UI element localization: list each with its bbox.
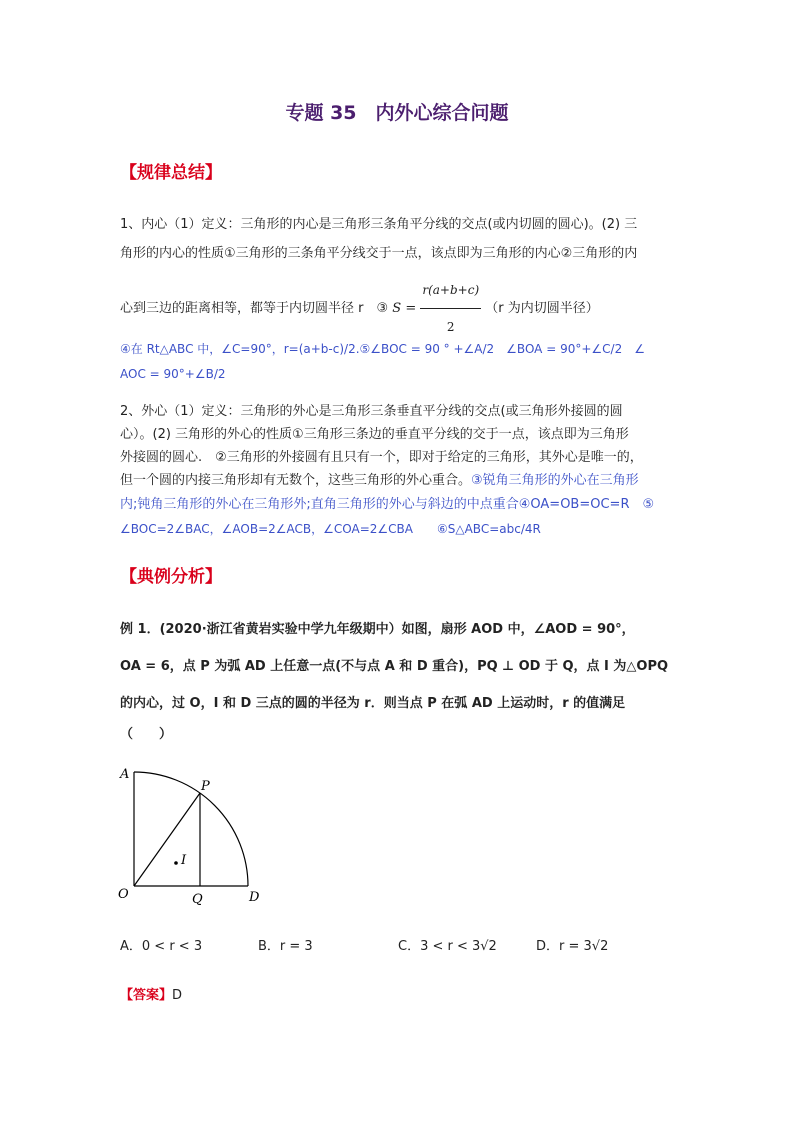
area-fraction <box>420 272 481 345</box>
circumcenter-line-5: 内;钝角三角形的外心在三角形外;直角三角形的外心与斜边的中点重合④OA=OB=OC=R ⑤ <box>120 497 655 512</box>
fraction-numerator: r(a+b+c) <box>420 272 481 309</box>
label-p: P <box>201 779 210 794</box>
label-i: I <box>181 853 187 868</box>
circumcenter-line-4 <box>120 473 639 489</box>
circumcenter-line-2: 心）。(2) 三角形的外心的性质①三角形三条边的垂直平分线的交于一点，该点即为三角形 <box>120 427 629 442</box>
label-o: O <box>118 887 129 902</box>
circumcenter-line-1: 2、外心（1）定义：三角形的外心是三角形三条垂直平分线的交点(或三角形外接圆的圆 <box>120 404 623 419</box>
incenter-line-3 <box>120 272 599 345</box>
example-1-line-2: OA = 6，点 P 为弧 AD 上任意一点(不与点 A 和 D 重合)，PQ ⊥ OD 于 Q，点 I 为△OPQ <box>120 659 669 674</box>
area-symbol: S = <box>392 301 417 316</box>
example-1-line-3: 的内心，过 O，I 和 D 三点的圆的半径为 r．则当点 P 在弧 AD 上运动时，r 的值满足 <box>120 696 626 711</box>
label-a: A <box>120 767 130 782</box>
incenter-line-3a: 心到三边的距离相等，都等于内切圆半径 r ③ <box>120 301 389 316</box>
incenter-point <box>174 861 178 865</box>
circumcenter-line-6: ∠BOC=2∠BAC，∠AOB=2∠ACB，∠COA=2∠CBA ⑥S△ABC=abc/4R <box>120 522 541 536</box>
option-d: D．r = 3√2 <box>536 939 609 954</box>
option-a: A．0 < r < 3 <box>120 939 203 954</box>
option-b: B．r = 3 <box>258 939 313 954</box>
section-examples-heading: 【典例分析】 <box>120 567 222 587</box>
answer-value: D <box>172 988 183 1003</box>
incenter-line-1: 1、内心（1）定义：三角形的内心是三角形三条角平分线的交点(或内切圆的圆心)。(2) 三 <box>120 217 638 232</box>
page-title: 专题 35 内外心综合问题 <box>285 102 509 124</box>
label-d: D <box>249 890 260 905</box>
incenter-blue-line-2: AOC = 90°+∠B/2 <box>120 367 226 381</box>
answer-tag: 【答案】 <box>120 988 173 1003</box>
section-summary-heading: 【规律总结】 <box>120 163 222 183</box>
arc-ad <box>134 772 248 886</box>
circumcenter-line-4a: 但一个圆的内接三角形却有无数个，这些三角形的外心重合。 <box>120 473 472 488</box>
incenter-blue-line-1: ④在 Rt△ABC 中，∠C=90°，r=(a+b-c)/2.⑤∠BOC = 90 ° +∠A/2 ∠BOA = 90°+∠C/2 ∠ <box>120 342 645 356</box>
example-1-line-1: 例 1．(2020·浙江省黄岩实验中学九年级期中）如图，扇形 AOD 中，∠AOD = 90°， <box>120 622 635 637</box>
option-c: C．3 < r < 3√2 <box>398 939 497 954</box>
sector-figure <box>112 760 272 910</box>
example-1-line-4: （ ） <box>120 727 173 742</box>
incenter-line-2: 角形的内心的性质①三角形的三条角平分线交于一点，该点即为三角形的内心②三角形的内 <box>120 246 638 261</box>
label-q: Q <box>192 892 203 907</box>
circumcenter-line-4b: ③锐角三角形的外心在三角形 <box>471 473 639 488</box>
segment-op <box>134 793 200 886</box>
answer-line <box>120 988 182 1004</box>
fraction-denominator: 2 <box>446 320 455 334</box>
incenter-line-3b: （r 为内切圆半径） <box>485 301 599 316</box>
circumcenter-line-3: 外接圆的圆心. ②三角形的外接圆有且只有一个，即对于给定的三角形，其外心是唯一的， <box>120 450 643 465</box>
